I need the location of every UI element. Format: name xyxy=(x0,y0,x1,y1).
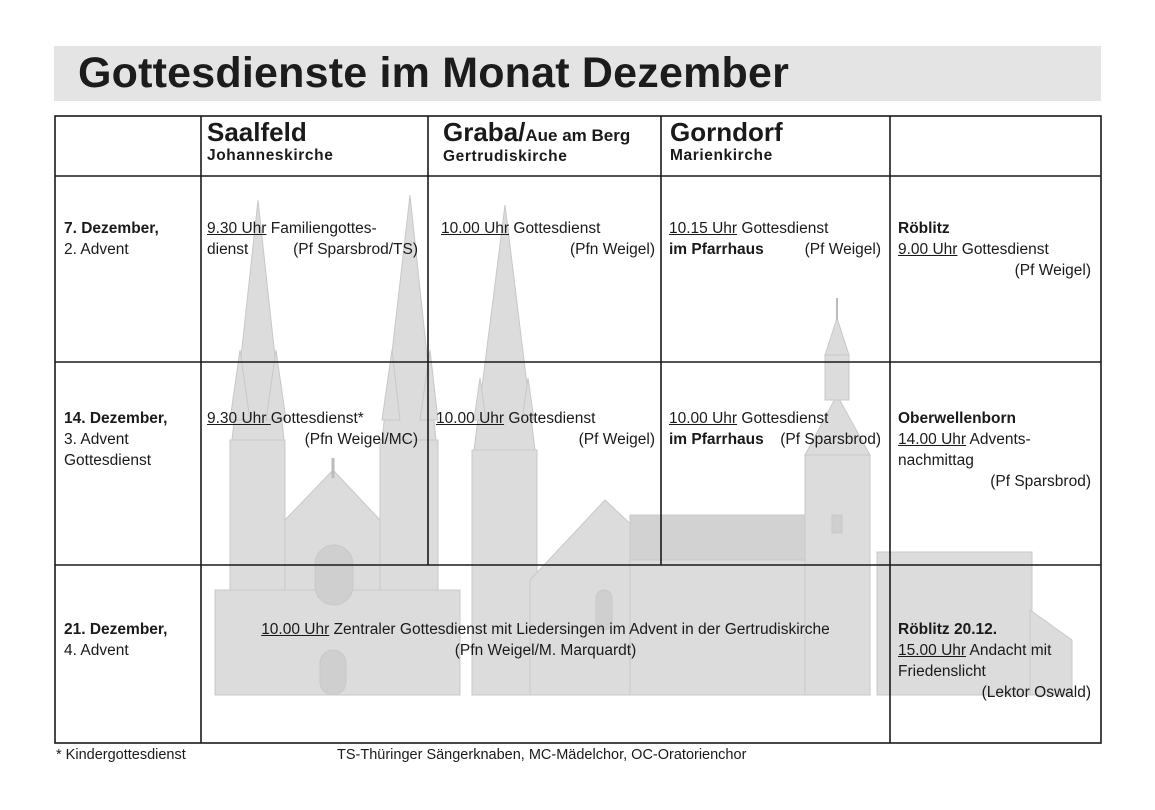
service-officiant: (Pf Sparsbrod) xyxy=(780,431,881,448)
column-place: Gorndorf xyxy=(670,117,783,147)
service-location: Röblitz xyxy=(898,220,950,237)
service-officiant: (Pf Weigel) xyxy=(1014,262,1091,279)
service-text: Familiengottes- xyxy=(266,220,377,237)
service-text: Gottesdienst xyxy=(737,220,829,237)
gorndorf-service-1 xyxy=(669,218,881,260)
column-header-graba xyxy=(443,118,658,167)
service-time: 9.30 Uhr xyxy=(207,220,267,237)
advent-label: 2. Advent xyxy=(64,241,129,258)
footnote-abbreviations: TS-Thüringer Sängerknaben, MC-Mädelchor, OC-Oratorienchor xyxy=(337,747,747,763)
column-church: Gertrudiskirche xyxy=(443,148,568,165)
column-header-saalfeld xyxy=(207,118,425,166)
extra-service-1 xyxy=(898,218,1091,281)
footnote-kindergottesdienst: * Kindergottesdienst xyxy=(56,747,186,763)
gorndorf-service-2 xyxy=(669,408,881,450)
service-time: 10.00 Uhr xyxy=(436,410,505,427)
service-location: im Pfarrhaus xyxy=(669,431,764,448)
advent-label: 3. Advent xyxy=(64,431,129,448)
service-text: Zentraler Gottesdienst mit Liedersingen im Advent in der Gertrudiskirche xyxy=(329,621,830,638)
extra-service-2 xyxy=(898,408,1091,492)
service-officiant: (Lektor Oswald) xyxy=(981,684,1091,701)
service-officiant: (Pfn Weigel/M. Marquardt) xyxy=(454,642,637,659)
service-officiant: (Pf Weigel) xyxy=(804,241,881,258)
date-label: 14. Dezember, xyxy=(64,410,168,427)
service-time: 15.00 Uhr xyxy=(898,642,967,659)
advent-label: 4. Advent xyxy=(64,642,129,659)
service-text: Advents- xyxy=(966,431,1031,448)
row-date-1 xyxy=(64,218,199,260)
service-officiant: (Pf Sparsbrod/TS) xyxy=(293,241,418,258)
service-location: Oberwellenborn xyxy=(898,410,1016,427)
service-time: 10.15 Uhr xyxy=(669,220,738,237)
service-officiant: (Pfn Weigel/MC) xyxy=(304,431,418,448)
column-church: Johanneskirche xyxy=(207,147,334,164)
service-text: Gottesdienst* xyxy=(270,410,364,427)
graba-service-2 xyxy=(436,408,655,450)
service-location: im Pfarrhaus xyxy=(669,241,764,258)
page-title: Gottesdienste im Monat Dezember xyxy=(78,49,790,97)
service-text: Andacht mit xyxy=(966,642,1052,659)
service-text: Gottesdienst xyxy=(957,241,1049,258)
saalfeld-service-1 xyxy=(207,218,418,260)
service-text: Gottesdienst xyxy=(737,410,829,427)
service-officiant: (Pf Weigel) xyxy=(578,431,655,448)
column-church: Marienkirche xyxy=(670,147,773,164)
date-label: 7. Dezember, xyxy=(64,220,159,237)
service-time: 9.00 Uhr xyxy=(898,241,958,258)
service-time: 9.30 Uhr xyxy=(207,410,271,427)
column-place: Graba/ xyxy=(443,117,526,147)
service-text: nachmittag xyxy=(898,452,974,469)
service-time: 14.00 Uhr xyxy=(898,431,967,448)
service-officiant: (Pfn Weigel) xyxy=(570,241,655,258)
date-label: 21. Dezember, xyxy=(64,621,168,638)
service-text: Gottesdienst xyxy=(504,410,596,427)
service-officiant: (Pf Sparsbrod) xyxy=(990,473,1091,490)
central-service-3 xyxy=(203,619,888,661)
service-location: Röblitz 20.12. xyxy=(898,621,998,638)
service-text: Gottesdienst xyxy=(509,220,601,237)
column-header-gorndorf xyxy=(670,118,885,166)
column-place: Saalfeld xyxy=(207,117,307,147)
service-text: Friedenslicht xyxy=(898,663,986,680)
service-time: 10.00 Uhr xyxy=(669,410,738,427)
service-text: dienst xyxy=(207,241,249,258)
saalfeld-service-2 xyxy=(207,408,418,450)
row-date-3 xyxy=(64,619,199,661)
service-time: 10.00 Uhr xyxy=(441,220,510,237)
row-date-2 xyxy=(64,408,199,471)
graba-service-1 xyxy=(441,218,655,260)
column-place-extra: Aue am Berg xyxy=(525,126,631,145)
service-time: 10.00 Uhr xyxy=(261,621,330,638)
extra-service-3 xyxy=(898,619,1091,703)
service-type-label: Gottesdienst xyxy=(64,452,152,469)
